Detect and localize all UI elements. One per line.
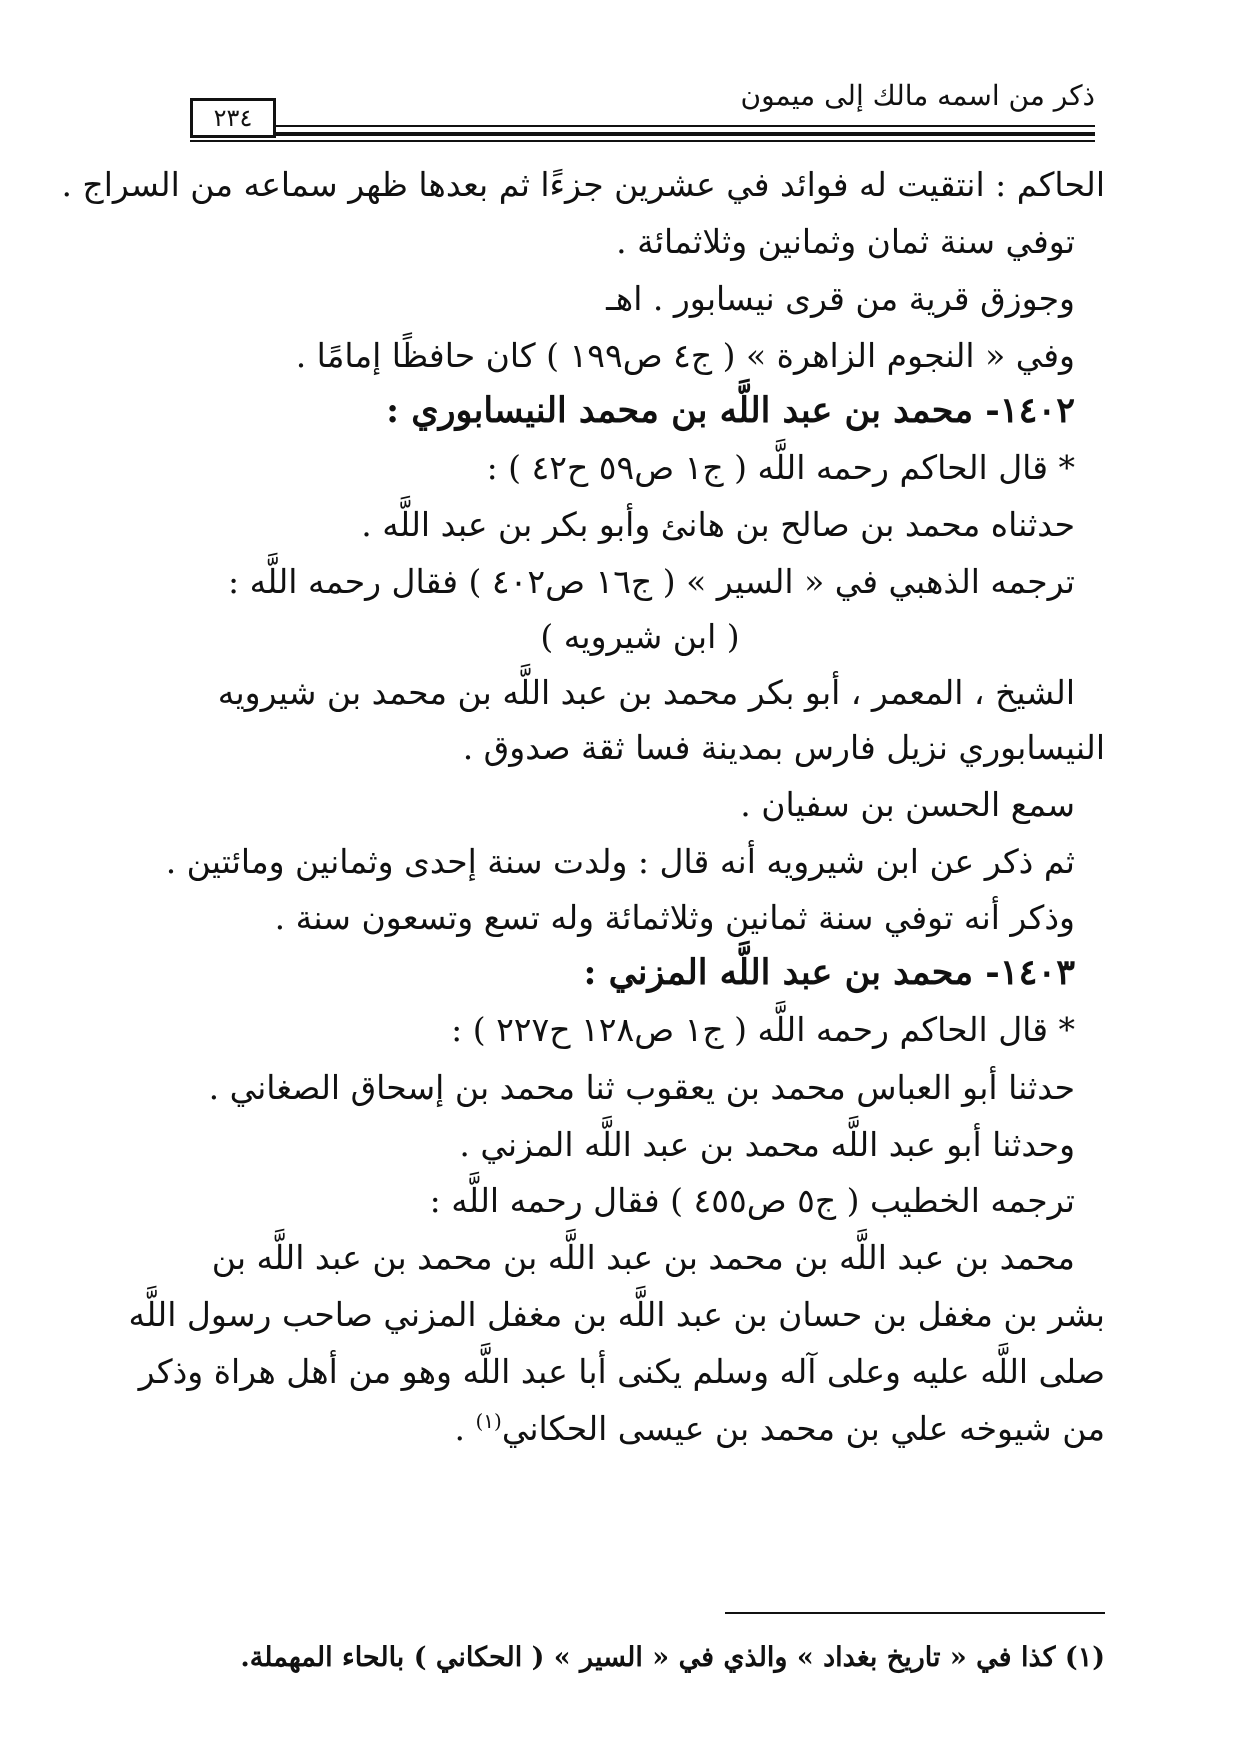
text-line: * قال الحاكم رحمه اللَّه ( ج١ ص٥٩ ح٤٢ ) : bbox=[486, 448, 1075, 487]
page-number: ٢٣٤ bbox=[190, 98, 276, 138]
entry-heading: ١٤٠٢- محمد بن عبد اللَّه بن محمد النيسابوري : bbox=[386, 390, 1075, 431]
running-title: ذكر من اسمه مالك إلى ميمون bbox=[740, 79, 1095, 112]
text-line: ترجمه الذهبي في « السير » ( ج١٦ ص٤٠٢ ) فقال رحمه اللَّه : bbox=[228, 562, 1075, 601]
footnote-separator bbox=[725, 1612, 1105, 1614]
text-line: حدثناه محمد بن صالح بن هانئ وأبو بكر بن عبد اللَّه . bbox=[361, 505, 1075, 544]
text-line: صلى اللَّه عليه وعلى آله وسلم يكنى أبا عبد اللَّه وهو من أهل هراة وذكر bbox=[138, 1352, 1105, 1391]
page-header bbox=[190, 78, 1095, 148]
header-rule bbox=[276, 132, 1095, 136]
text-line: الحاكم : انتقيت له فوائد في عشرين جزءًا ثم بعدها ظهر سماعه من السراج . bbox=[61, 165, 1105, 204]
text-line: وحدثنا أبو عبد اللَّه محمد بن عبد اللَّه المزني . bbox=[459, 1125, 1075, 1164]
header-rule bbox=[276, 125, 1095, 127]
text-line: * قال الحاكم رحمه اللَّه ( ج١ ص١٢٨ ح٢٢٧ ) : bbox=[451, 1010, 1075, 1049]
text-line-content: من شيوخه علي بن محمد بن عيسى الحكاني bbox=[501, 1409, 1105, 1448]
text-line bbox=[175, 1404, 1105, 1456]
text-line: ترجمه الخطيب ( ج٥ ص٤٥٥ ) فقال رحمه اللَّه : bbox=[429, 1181, 1075, 1220]
footnote-reference: (١) bbox=[475, 1409, 502, 1433]
header-rule bbox=[190, 140, 1095, 142]
text-line: النيسابوري نزيل فارس بمدينة فسا ثقة صدوق . bbox=[462, 728, 1105, 767]
text-line: وذكر أنه توفي سنة ثمانين وثلاثمائة وله تسع وتسعون سنة . bbox=[274, 898, 1075, 937]
text-line: وجوزق قرية من قرى نيسابور . اهـ bbox=[606, 279, 1075, 318]
text-line: محمد بن عبد اللَّه بن محمد بن عبد اللَّه بن محمد بن عبد اللَّه بن bbox=[211, 1238, 1075, 1277]
footnote-text: (١) كذا في « تاريخ بغداد » والذي في « السير » ( الحكاني ) بالحاء المهملة. bbox=[240, 1642, 1105, 1673]
text-line: سمع الحسن بن سفيان . bbox=[740, 785, 1075, 824]
entry-heading: ١٤٠٣- محمد بن عبد اللَّه المزني : bbox=[583, 952, 1075, 993]
text-line: حدثنا أبو العباس محمد بن يعقوب ثنا محمد بن إسحاق الصغاني . bbox=[208, 1068, 1075, 1107]
subheading: ( ابن شيرويه ) bbox=[540, 617, 740, 656]
text-line: ثم ذكر عن ابن شيرويه أنه قال : ولدت سنة إحدى وثمانين ومائتين . bbox=[165, 842, 1075, 881]
text-line: وفي « النجوم الزاهرة » ( ج٤ ص١٩٩ ) كان حافظًا إمامًا . bbox=[295, 336, 1075, 375]
text-line: الشيخ ، المعمر ، أبو بكر محمد بن عبد اللَّه بن محمد بن شيرويه bbox=[217, 673, 1075, 712]
text-line: توفي سنة ثمان وثمانين وثلاثمائة . bbox=[616, 222, 1075, 261]
text-line: بشر بن مغفل بن حسان بن عبد اللَّه بن مغفل المزني صاحب رسول اللَّه bbox=[128, 1295, 1105, 1334]
line-end-punctuation: . bbox=[454, 1409, 476, 1448]
